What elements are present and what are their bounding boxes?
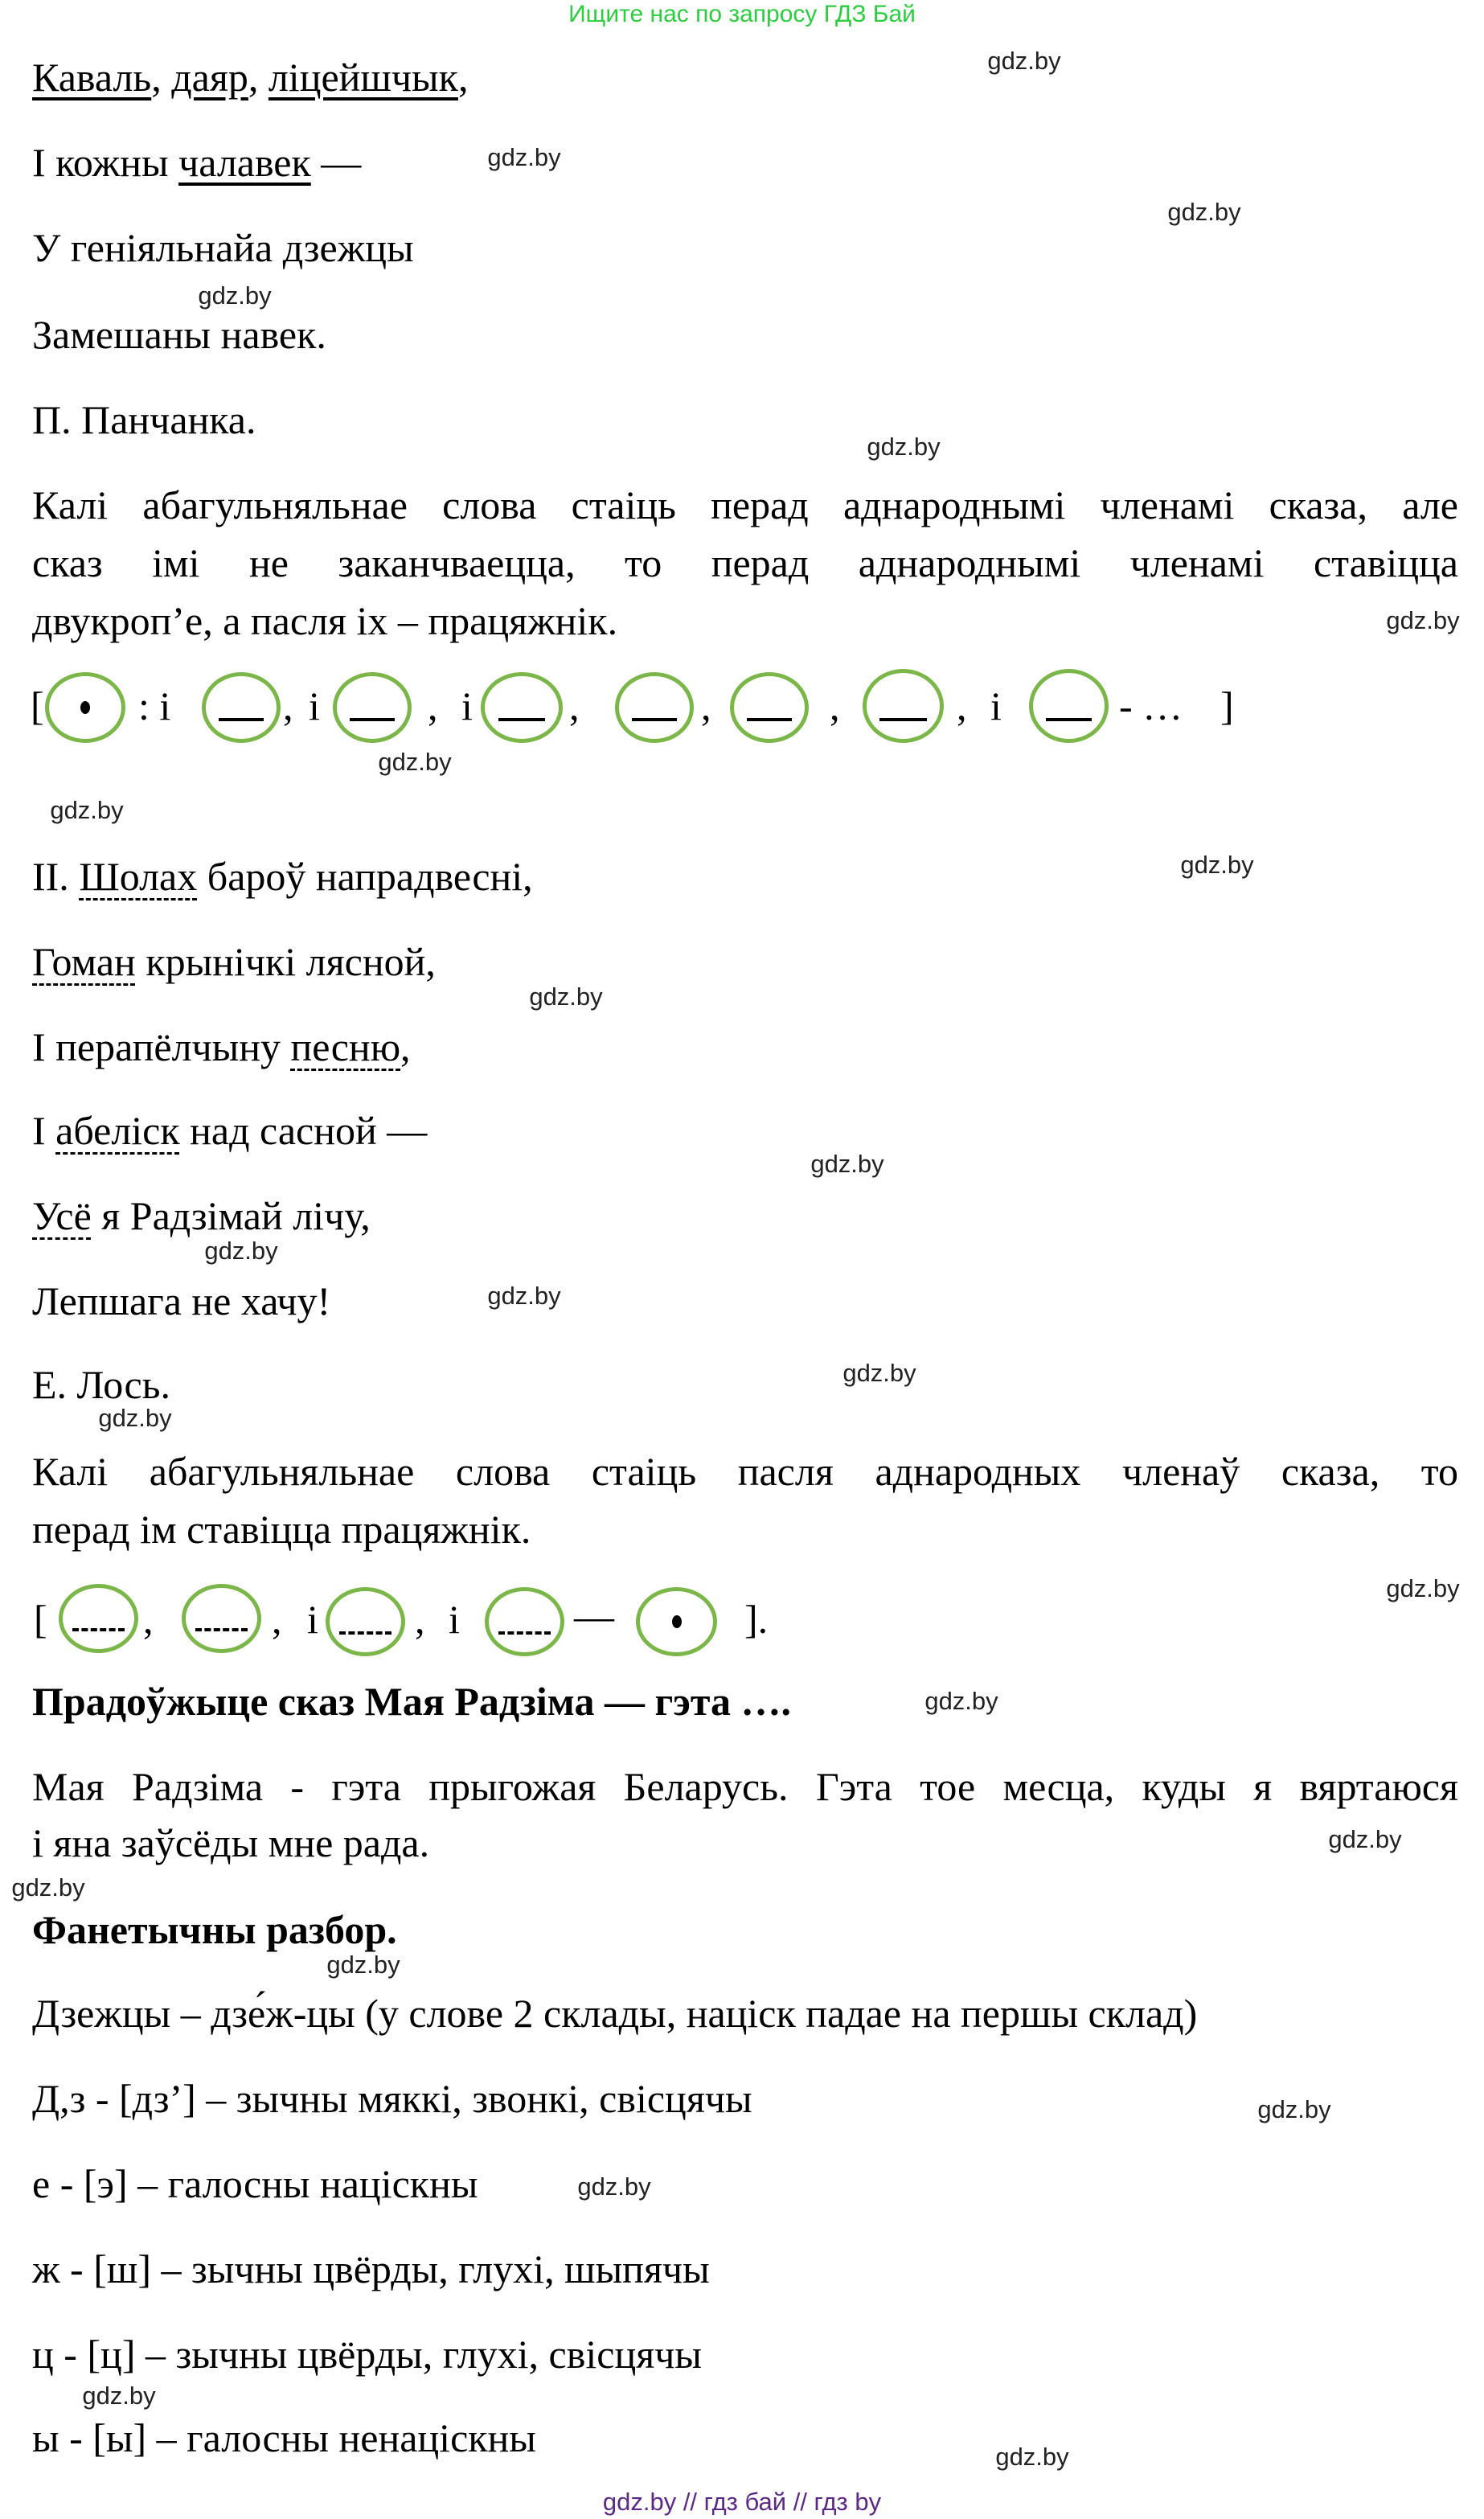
text: І кожны bbox=[32, 140, 179, 185]
underlined-word: Гоман bbox=[32, 939, 136, 984]
separator: - … bbox=[1119, 683, 1183, 728]
watermark: gdz.by bbox=[1180, 851, 1254, 879]
homogeneous-member-circle bbox=[863, 669, 944, 743]
text: — bbox=[310, 140, 362, 185]
phonetic-line: ж - [ш] – зычны цвёрды, глухі, шыпячы bbox=[32, 2246, 710, 2291]
homogeneous-member-circle bbox=[481, 672, 563, 743]
dot-icon bbox=[80, 701, 90, 714]
task-heading: Прадоўжыце сказ Мая Радзіма — гэта …. bbox=[32, 1679, 791, 1724]
underlined-word: Шолах bbox=[79, 854, 198, 899]
phonetic-line: Д,з - [дз’] – зычны мяккі, звонкі, свісцячы bbox=[32, 2076, 752, 2121]
poem1-line4: Замешаны навек. bbox=[32, 312, 326, 357]
dot-icon bbox=[672, 1615, 682, 1628]
watermark: gdz.by bbox=[810, 1150, 884, 1178]
bracket-open: [ bbox=[34, 1597, 47, 1642]
rule1-line: Калі абагульняльнае слова стаіць перад аднароднымі членамі сказа, але bbox=[32, 482, 1458, 527]
separator: і bbox=[309, 683, 320, 728]
poem1-line3: У геніяльнайа дзежцы bbox=[32, 225, 414, 270]
watermark: gdz.by bbox=[842, 1359, 916, 1387]
watermark: gdz.by bbox=[11, 1873, 85, 1902]
watermark: gdz.by bbox=[987, 47, 1061, 75]
watermark: gdz.by bbox=[98, 1404, 172, 1432]
separator: і bbox=[990, 683, 1002, 728]
poem1-author: П. Панчанка. bbox=[32, 397, 256, 442]
homogeneous-member-circle bbox=[1029, 669, 1109, 743]
bracket-close: ]. bbox=[744, 1597, 769, 1642]
phonetic-heading: Фанетычны разбор. bbox=[32, 1907, 397, 1952]
search-banner[interactable]: Ищите нас по запросу ГДЗ Бай bbox=[568, 1, 916, 27]
footer-links[interactable]: gdz.by // гдз бай // гдз by bbox=[602, 2488, 882, 2516]
text: , bbox=[400, 1024, 411, 1069]
bracket-open: [ bbox=[31, 683, 44, 728]
watermark: gdz.by bbox=[1167, 198, 1241, 226]
watermark: gdz.by bbox=[50, 796, 124, 824]
homogeneous-member-circle bbox=[182, 1584, 261, 1653]
separator: і bbox=[449, 1597, 460, 1642]
rule2-line: перад ім ставіцца працяжнік. bbox=[32, 1507, 531, 1552]
task-answer-line: і яна заўсёды мне рада. bbox=[32, 1820, 430, 1865]
watermark: gdz.by bbox=[867, 433, 941, 461]
underlined-word: абеліск bbox=[55, 1108, 180, 1153]
homogeneous-member-circle bbox=[615, 672, 694, 743]
separator: і bbox=[307, 1597, 318, 1642]
phonetic-line: ы - [ы] – галосны ненаціскны bbox=[32, 2415, 536, 2460]
phonetic-line: Дзежцы – дзе́ж-цы (у слове 2 склады, націск падае на першы склад) bbox=[32, 1991, 1198, 2036]
bracket-close: ] bbox=[1220, 683, 1234, 728]
task-answer-line: Мая Радзіма - гэта прыгожая Беларусь. Гэта тое месца, куды я вяртаюся bbox=[32, 1764, 1458, 1809]
homogeneous-member-circle bbox=[485, 1587, 564, 1656]
separator: , bbox=[272, 1597, 282, 1642]
rule1-line: двукроп’е, а пасля іх – працяжнік. bbox=[32, 598, 618, 643]
text: я Радзімай лічу, bbox=[91, 1193, 371, 1238]
phonetic-line: е - [э] – галосны націскны bbox=[32, 2161, 478, 2206]
watermark: gdz.by bbox=[1257, 2095, 1331, 2123]
watermark: gdz.by bbox=[378, 748, 452, 776]
phonetic-line: ц - [ц] – зычны цвёрды, глухі, свісцячы bbox=[32, 2332, 702, 2377]
watermark: gdz.by bbox=[198, 281, 272, 310]
homogeneous-member-circle bbox=[730, 672, 809, 743]
underlined-word: даяр bbox=[171, 55, 248, 100]
rule1-line: сказ імі не заканчваецца, то перад аднароднымі членамі ставіцца bbox=[32, 540, 1458, 585]
homogeneous-member-circle bbox=[59, 1584, 138, 1653]
separator: , bbox=[957, 683, 967, 728]
generalizing-word-circle bbox=[45, 672, 125, 743]
poem2-line4 bbox=[32, 1105, 427, 1156]
watermark: gdz.by bbox=[487, 143, 561, 171]
separator: , bbox=[428, 683, 438, 728]
watermark: gdz.by bbox=[577, 2172, 651, 2201]
poem2-line5 bbox=[32, 1190, 371, 1241]
watermark: gdz.by bbox=[326, 1951, 400, 1979]
generalizing-word-circle bbox=[636, 1587, 717, 1656]
watermark: gdz.by bbox=[1386, 606, 1460, 634]
separator: , bbox=[248, 55, 269, 100]
separator: , bbox=[151, 55, 172, 100]
homogeneous-member-circle bbox=[333, 672, 412, 743]
text: бароў напрадвесні, bbox=[197, 854, 533, 899]
separator: — bbox=[574, 1594, 614, 1639]
text: ІІ. bbox=[32, 854, 80, 899]
separator: : і bbox=[138, 683, 171, 728]
watermark: gdz.by bbox=[487, 1282, 561, 1310]
poem2-author: Е. Лось. bbox=[32, 1362, 170, 1407]
watermark: gdz.by bbox=[1328, 1825, 1402, 1853]
poem2-line1 bbox=[32, 851, 533, 902]
watermark: gdz.by bbox=[82, 2382, 156, 2410]
watermark: gdz.by bbox=[204, 1237, 278, 1265]
rule2-line: Калі абагульняльнае слова стаіць пасля аднародных членаў сказа, то bbox=[32, 1449, 1458, 1494]
watermark: gdz.by bbox=[1386, 1574, 1460, 1602]
underlined-word: Усё bbox=[32, 1193, 92, 1238]
underlined-word: песню bbox=[290, 1024, 401, 1069]
underlined-word: Каваль bbox=[32, 55, 152, 100]
poem2-line3 bbox=[32, 1021, 411, 1073]
text: І перапёлчыну bbox=[32, 1024, 291, 1069]
watermark: gdz.by bbox=[995, 2443, 1069, 2471]
poem2-line2 bbox=[32, 936, 436, 987]
watermark: gdz.by bbox=[529, 983, 603, 1011]
watermark: gdz.by bbox=[924, 1687, 998, 1715]
separator: і bbox=[461, 683, 473, 728]
text: І bbox=[32, 1108, 56, 1153]
separator: , bbox=[830, 683, 840, 728]
underlined-word: чалавек bbox=[178, 140, 311, 185]
poem1-line1 bbox=[32, 51, 468, 103]
text: крынічкі лясной, bbox=[135, 939, 436, 984]
separator: , bbox=[569, 683, 580, 728]
poem1-line2 bbox=[32, 137, 361, 188]
homogeneous-member-circle bbox=[202, 672, 281, 743]
separator: , bbox=[415, 1597, 425, 1642]
poem2-line6: Лепшага не хачу! bbox=[32, 1278, 331, 1323]
separator: , bbox=[457, 55, 469, 100]
homogeneous-member-circle bbox=[326, 1587, 405, 1656]
separator: , bbox=[283, 683, 293, 728]
underlined-word: ліцейшчык bbox=[268, 55, 458, 100]
separator: , bbox=[701, 683, 711, 728]
separator: , bbox=[143, 1597, 154, 1642]
text: над сасной — bbox=[179, 1108, 428, 1153]
